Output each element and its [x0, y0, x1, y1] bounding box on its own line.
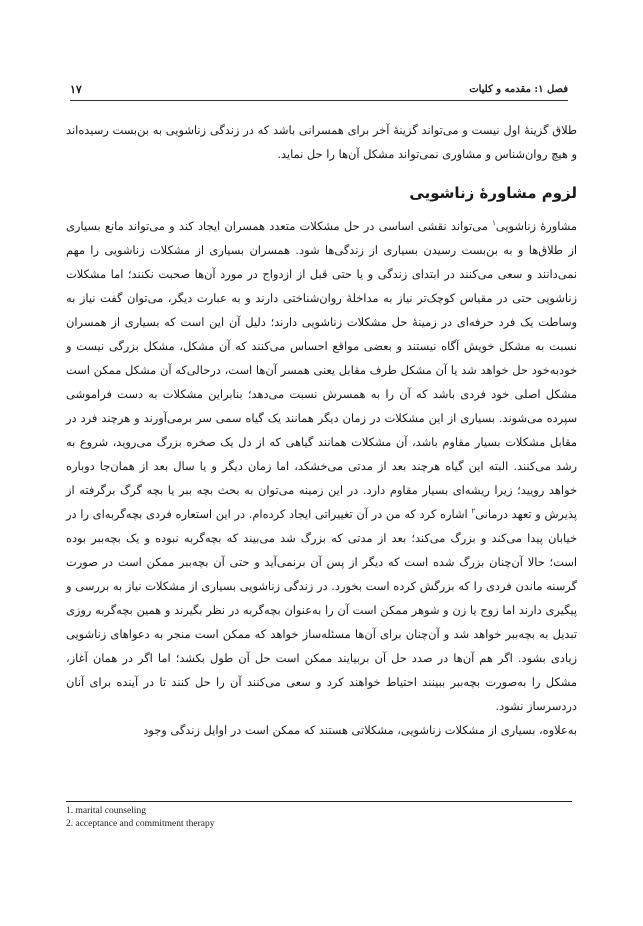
- footnote-divider: [66, 801, 572, 802]
- paragraph-segment: می‌تواند نقشی اساسی در حل مشکلات متعدد همسران ایجاد کند و می‌تواند مانع بسیاری از طلاق‌ها و به بن‌بست رسیدن بسیاری از زندگی‌ها شود. همسران بسیاری از مشکلات زناشویی را مهم نمی‌دانند و سعی می‌کنند در ابتدای زندگی و یا حتی قبل از ازدواج در مورد آن‌ها صحبت نکنند؛ اما مشکلات زناشویی حتی در مقیاس کوچک‌تر نیاز به مداخلهٔ روان‌شناختی دارند و به عبارت دیگر، می‌توان گفت نیاز به وساطت یک فرد حرفه‌ای در زمینهٔ حل مشکلات زناشویی دارند؛ دلیل آن این است که بسیاری از همسران نسبت به مشکل خویش آگاه نیستند و بعضی مواقع احساس می‌کنند که آن مشکل، مشکل بزرگی نیست و خودبه‌خود حل خواهد شد یا آن مشکل طرف مقابل یعنی همسر آن‌ها است، درحالی‌که آن مشکل ممکن است مشکل اصلی خود فردی باشد که آن را به همسرش نسبت می‌دهد؛ بنابراین مشکلات به دست فراموشی سپرده می‌شوند. بسیاری از این مشکلات در زمان دیگر همانند یک گیاه سمی سر برمی‌آورند و هرچند فرد در مقابل مشکلات بسیار مقاوم باشد، آن مشکلات همانند گیاهی که از دل یک صخره بزرگ می‌روید، شروع به رشد می‌کنند. البته این گیاه هرچند بعد از مدتی می‌خشکد، اما زمان دیگر و یا سال بعد از همان‌جا دوباره خواهد رویید؛ زیرا ریشه‌ای بسیار مقاوم دارد. در این زمینه می‌توان به بحث بچه ببر یا بچه گرگ برگرفته از پذیرش و تعهد درمانی: [66, 219, 578, 521]
- page-number: ۱۷: [70, 83, 82, 96]
- intro-paragraph: طلاق گزینهٔ اول نیست و می‌تواند گزینهٔ آخر برای همسرانی باشد که در زندگی زناشویی به بن‌بست رسیده‌اند و هیچ روان‌شناس و مشاوری نمی‌تواند مشکل آن‌ها را حل نماید.: [66, 123, 577, 161]
- paragraph-segment: اشاره کرد که من در آن تغییراتی ایجاد کرده‌ام. در این استعاره فردی بچه‌گربه‌ای را در خیابان پیدا می‌کند و بزرگ می‌کند؛ بعد از مدتی که بزرگ شد می‌بیند که بچه‌گربه نبوده و یک بچه‌ببر بوده است؛ حالا آن‌چنان بزرگ شده است که دیگر از پس آن برنمی‌آید و حتی آن بچه‌ببر ممکن است در صورت گرسنه ماندن فردی را که بزرگش کرده است بخورد. در زندگی زناشویی بسیاری از مشکلات نیاز به بررسی و پیگیری دارند اما زوج یا زن و شوهر ممکن است آن را به‌عنوان بچه‌گربه در نظر بگیرند و همین بچه‌گربه روزی تبدیل به بچه‌ببر خواهد شد و آن‌چنان برای آن‌ها مسئله‌ساز خواهد که ممکن است منجر به دعواهای زناشویی زیادی بشود. اگر هم آن‌ها در صدد حل آن بربیایند ممکن است حل آن طول بکشد؛ اما اگر در همان آغاز، مشکل را به‌صورت بچه‌ببر ببینند احتیاط خواهند کرد و سعی می‌کنند آن را حل کنند تا در آینده برای آنان دردسرساز نشود.: [66, 507, 577, 713]
- section-paragraph-1: [66, 214, 577, 718]
- page-header: [70, 82, 568, 101]
- paragraph-segment: مشاورهٔ زناشویی: [495, 219, 578, 233]
- section-paragraph-2: به‌علاوه، بسیاری از مشکلات زناشویی، مشکلاتی هستند که ممکن است در اوایل زندگی وجود: [143, 723, 577, 737]
- footnote-ref-1: ۱: [492, 219, 496, 228]
- footnote-1: 1. marital counseling: [66, 806, 146, 816]
- running-head: فصل ۱: مقدمه و کلیات: [469, 84, 568, 95]
- section-heading: لزوم مشاورهٔ زناشویی: [409, 184, 577, 202]
- body-text: [66, 118, 577, 742]
- footnotes: [66, 805, 566, 831]
- footnote-2: 2. acceptance and commitment therapy: [66, 819, 215, 829]
- footnote-ref-2: ۲: [471, 507, 476, 516]
